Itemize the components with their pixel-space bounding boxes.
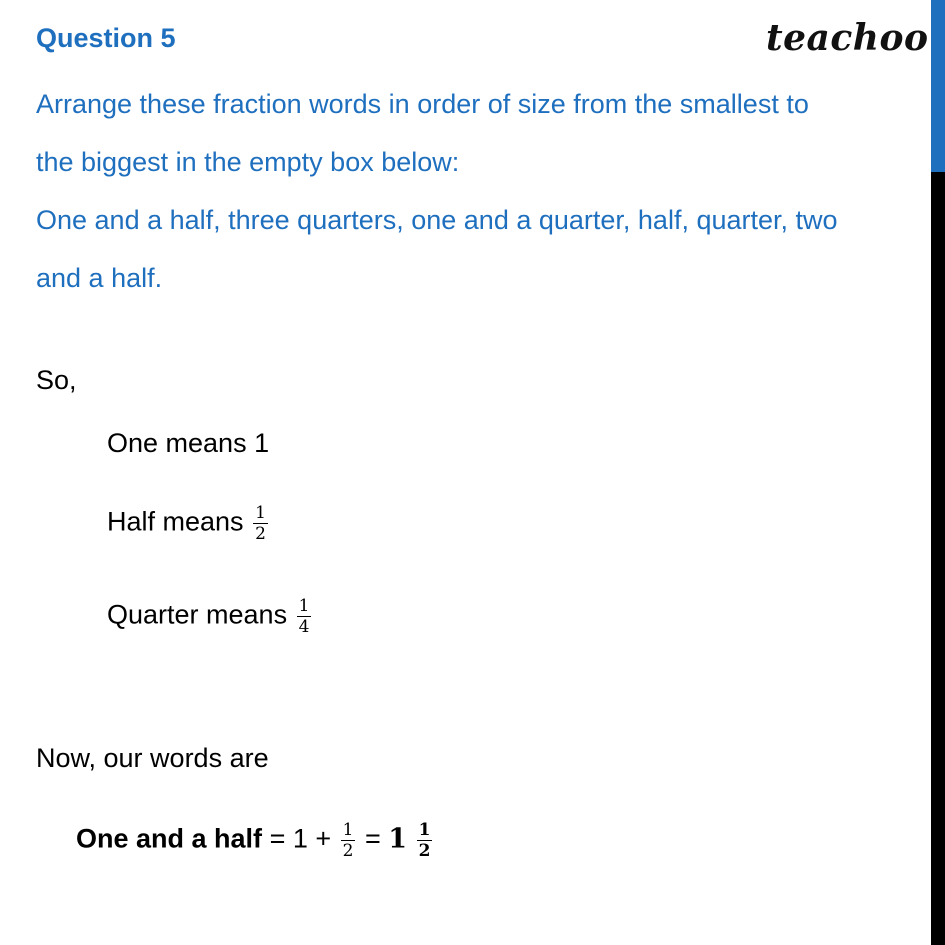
equation-part: = 1 + <box>269 823 332 854</box>
question-line: Arrange these fraction words in order of size from the smallest to <box>36 89 809 119</box>
now-words-text: Now, our words are <box>36 743 269 773</box>
question-title: Question 5 <box>36 23 176 53</box>
fraction-denominator: 4 <box>298 617 310 637</box>
fraction-denominator: 2 <box>342 841 354 861</box>
fraction-numerator: 1 <box>418 820 431 840</box>
sidebar-accent-bar <box>931 0 945 172</box>
quarter-means-label: Quarter means <box>107 599 288 630</box>
right-sidebar <box>931 0 945 945</box>
fraction-numerator: 1 <box>255 503 266 523</box>
question-line: One and a half, three quarters, one and a quarter, half, quarter, two <box>36 205 838 235</box>
result-whole: 1 <box>388 823 408 855</box>
result-fraction <box>417 820 433 861</box>
one-and-half-equation <box>76 820 434 861</box>
equation-fraction <box>341 820 356 861</box>
fraction-denominator: 2 <box>418 841 431 861</box>
so-text: So, <box>36 365 77 395</box>
fraction-numerator: 1 <box>298 596 310 616</box>
quarter-means-line <box>107 596 313 637</box>
question-line: the biggest in the empty box below: <box>36 147 460 177</box>
equation-label: One and a half <box>76 823 263 854</box>
quarter-fraction <box>297 596 312 637</box>
question-line: and a half. <box>36 263 163 293</box>
half-means-label: Half means <box>107 506 244 537</box>
equation-equals: = <box>364 823 381 854</box>
fraction-denominator: 2 <box>255 524 266 544</box>
fraction-numerator: 1 <box>342 820 354 840</box>
question-text <box>36 75 921 307</box>
one-means-line: One means 1 <box>107 428 270 458</box>
half-fraction <box>253 503 268 544</box>
half-means-line <box>107 503 270 544</box>
teachoo-logo: teachoo <box>766 17 929 59</box>
